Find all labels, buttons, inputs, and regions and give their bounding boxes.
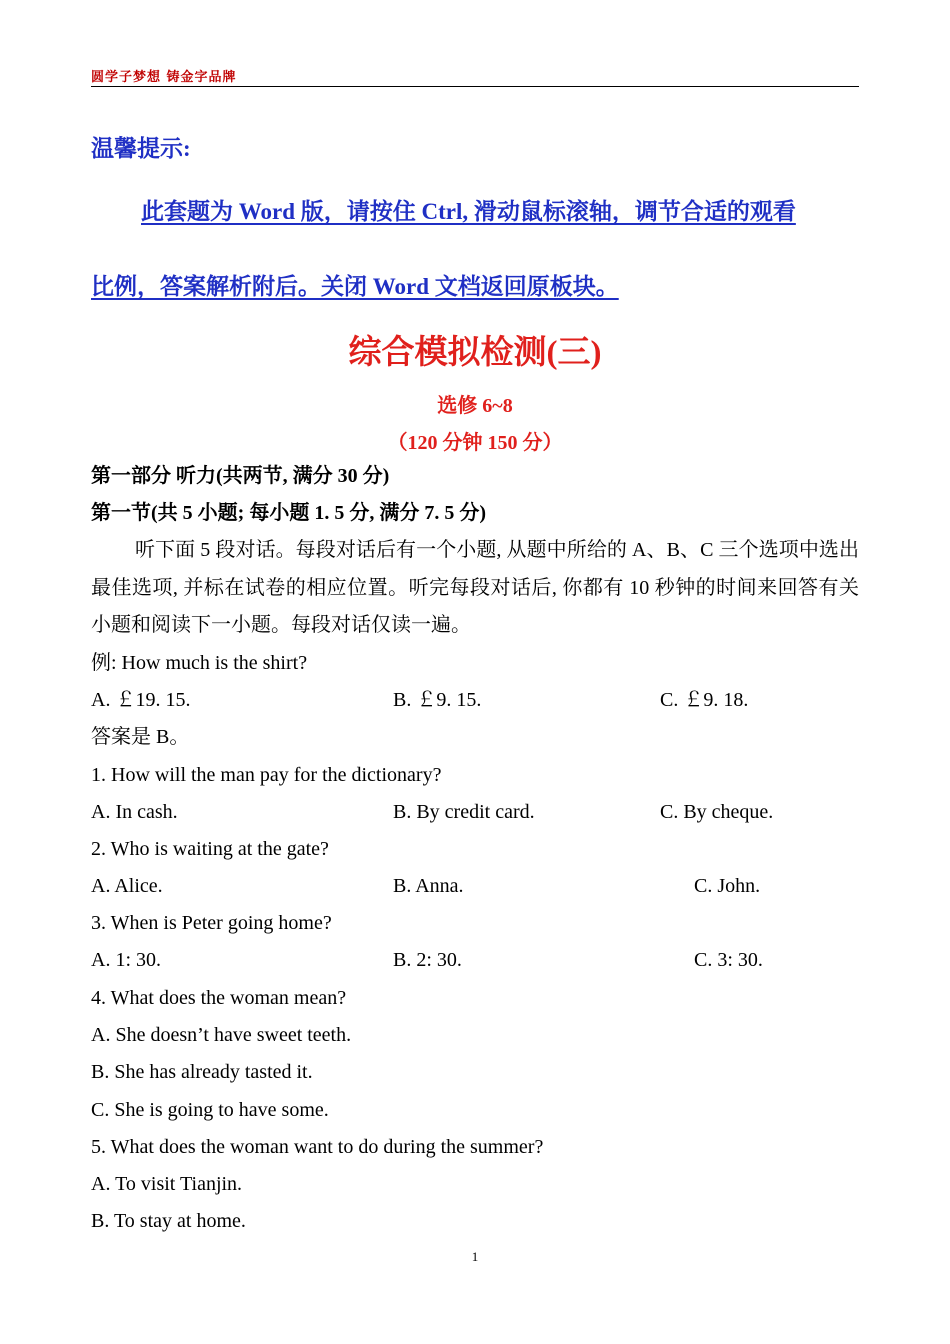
tip-line-1[interactable]: 此套题为 Word 版，请按住 Ctrl, 滑动鼠标滚轴，调节合适的观看: [141, 199, 796, 224]
question-4: 4. What does the woman mean?: [91, 987, 347, 1009]
example-answer: 答案是 B。: [91, 726, 190, 748]
q2-option-c: C. John.: [694, 875, 761, 897]
question-2: 2. Who is waiting at the gate?: [91, 838, 329, 860]
q1-option-b: B. By credit card.: [393, 801, 535, 823]
q1-option-a: A. In cash.: [91, 801, 178, 823]
tip-title: 温馨提示:: [91, 136, 191, 161]
question-5: 5. What does the woman want to do during the summer?: [91, 1136, 544, 1158]
q4-option-c: C. She is going to have some.: [91, 1099, 329, 1121]
q1-option-c: C. By cheque.: [660, 801, 774, 823]
q4-option-a: A. She doesn’t have sweet teeth.: [91, 1024, 352, 1046]
q3-option-c: C. 3: 30.: [694, 949, 763, 971]
question-3: 3. When is Peter going home?: [91, 912, 332, 934]
example-option-a: A. ￡19. 15.: [91, 689, 191, 711]
section-heading: 第一节(共 5 小题; 每小题 1. 5 分, 满分 7. 5 分): [91, 502, 486, 524]
tip-line-2[interactable]: 比例，答案解析附后。关闭 Word 文档返回原板块。: [91, 274, 619, 299]
example-option-c: C. ￡9. 18.: [660, 689, 749, 711]
q3-option-b: B. 2: 30.: [393, 949, 462, 971]
exam-time-score: （120 分钟 150 分）: [387, 432, 563, 454]
instructions-paragraph: 听下面 5 段对话。每段对话后有一个小题, 从题中所给的 A、B、C 三个选项中选出最佳选项, 并标在试卷的相应位置。听完每段对话后, 你都有 10 秒钟的时间来回答有关小题和阅读下一小题。每段对话仅读一遍。: [91, 539, 859, 636]
page-number: 1: [471, 1249, 479, 1264]
exam-title: 综合模拟检测(三): [348, 335, 602, 371]
q2-option-b: B. Anna.: [393, 875, 464, 897]
exam-subtitle: 选修 6~8: [437, 395, 513, 417]
part-heading: 第一部分 听力(共两节, 满分 30 分): [91, 465, 390, 487]
q3-option-a: A. 1: 30.: [91, 949, 161, 971]
example-option-b: B. ￡9. 15.: [393, 689, 482, 711]
q4-option-b: B. She has already tasted it.: [91, 1061, 313, 1083]
q5-option-a: A. To visit Tianjin.: [91, 1173, 243, 1195]
question-1: 1. How will the man pay for the dictionary?: [91, 764, 442, 786]
page-header: [91, 66, 859, 87]
example-question: 例: How much is the shirt?: [91, 652, 308, 674]
q5-option-b: B. To stay at home.: [91, 1210, 246, 1232]
q2-option-a: A. Alice.: [91, 875, 163, 897]
header-slogan: 圆学子梦想 铸金字品牌: [91, 70, 237, 85]
